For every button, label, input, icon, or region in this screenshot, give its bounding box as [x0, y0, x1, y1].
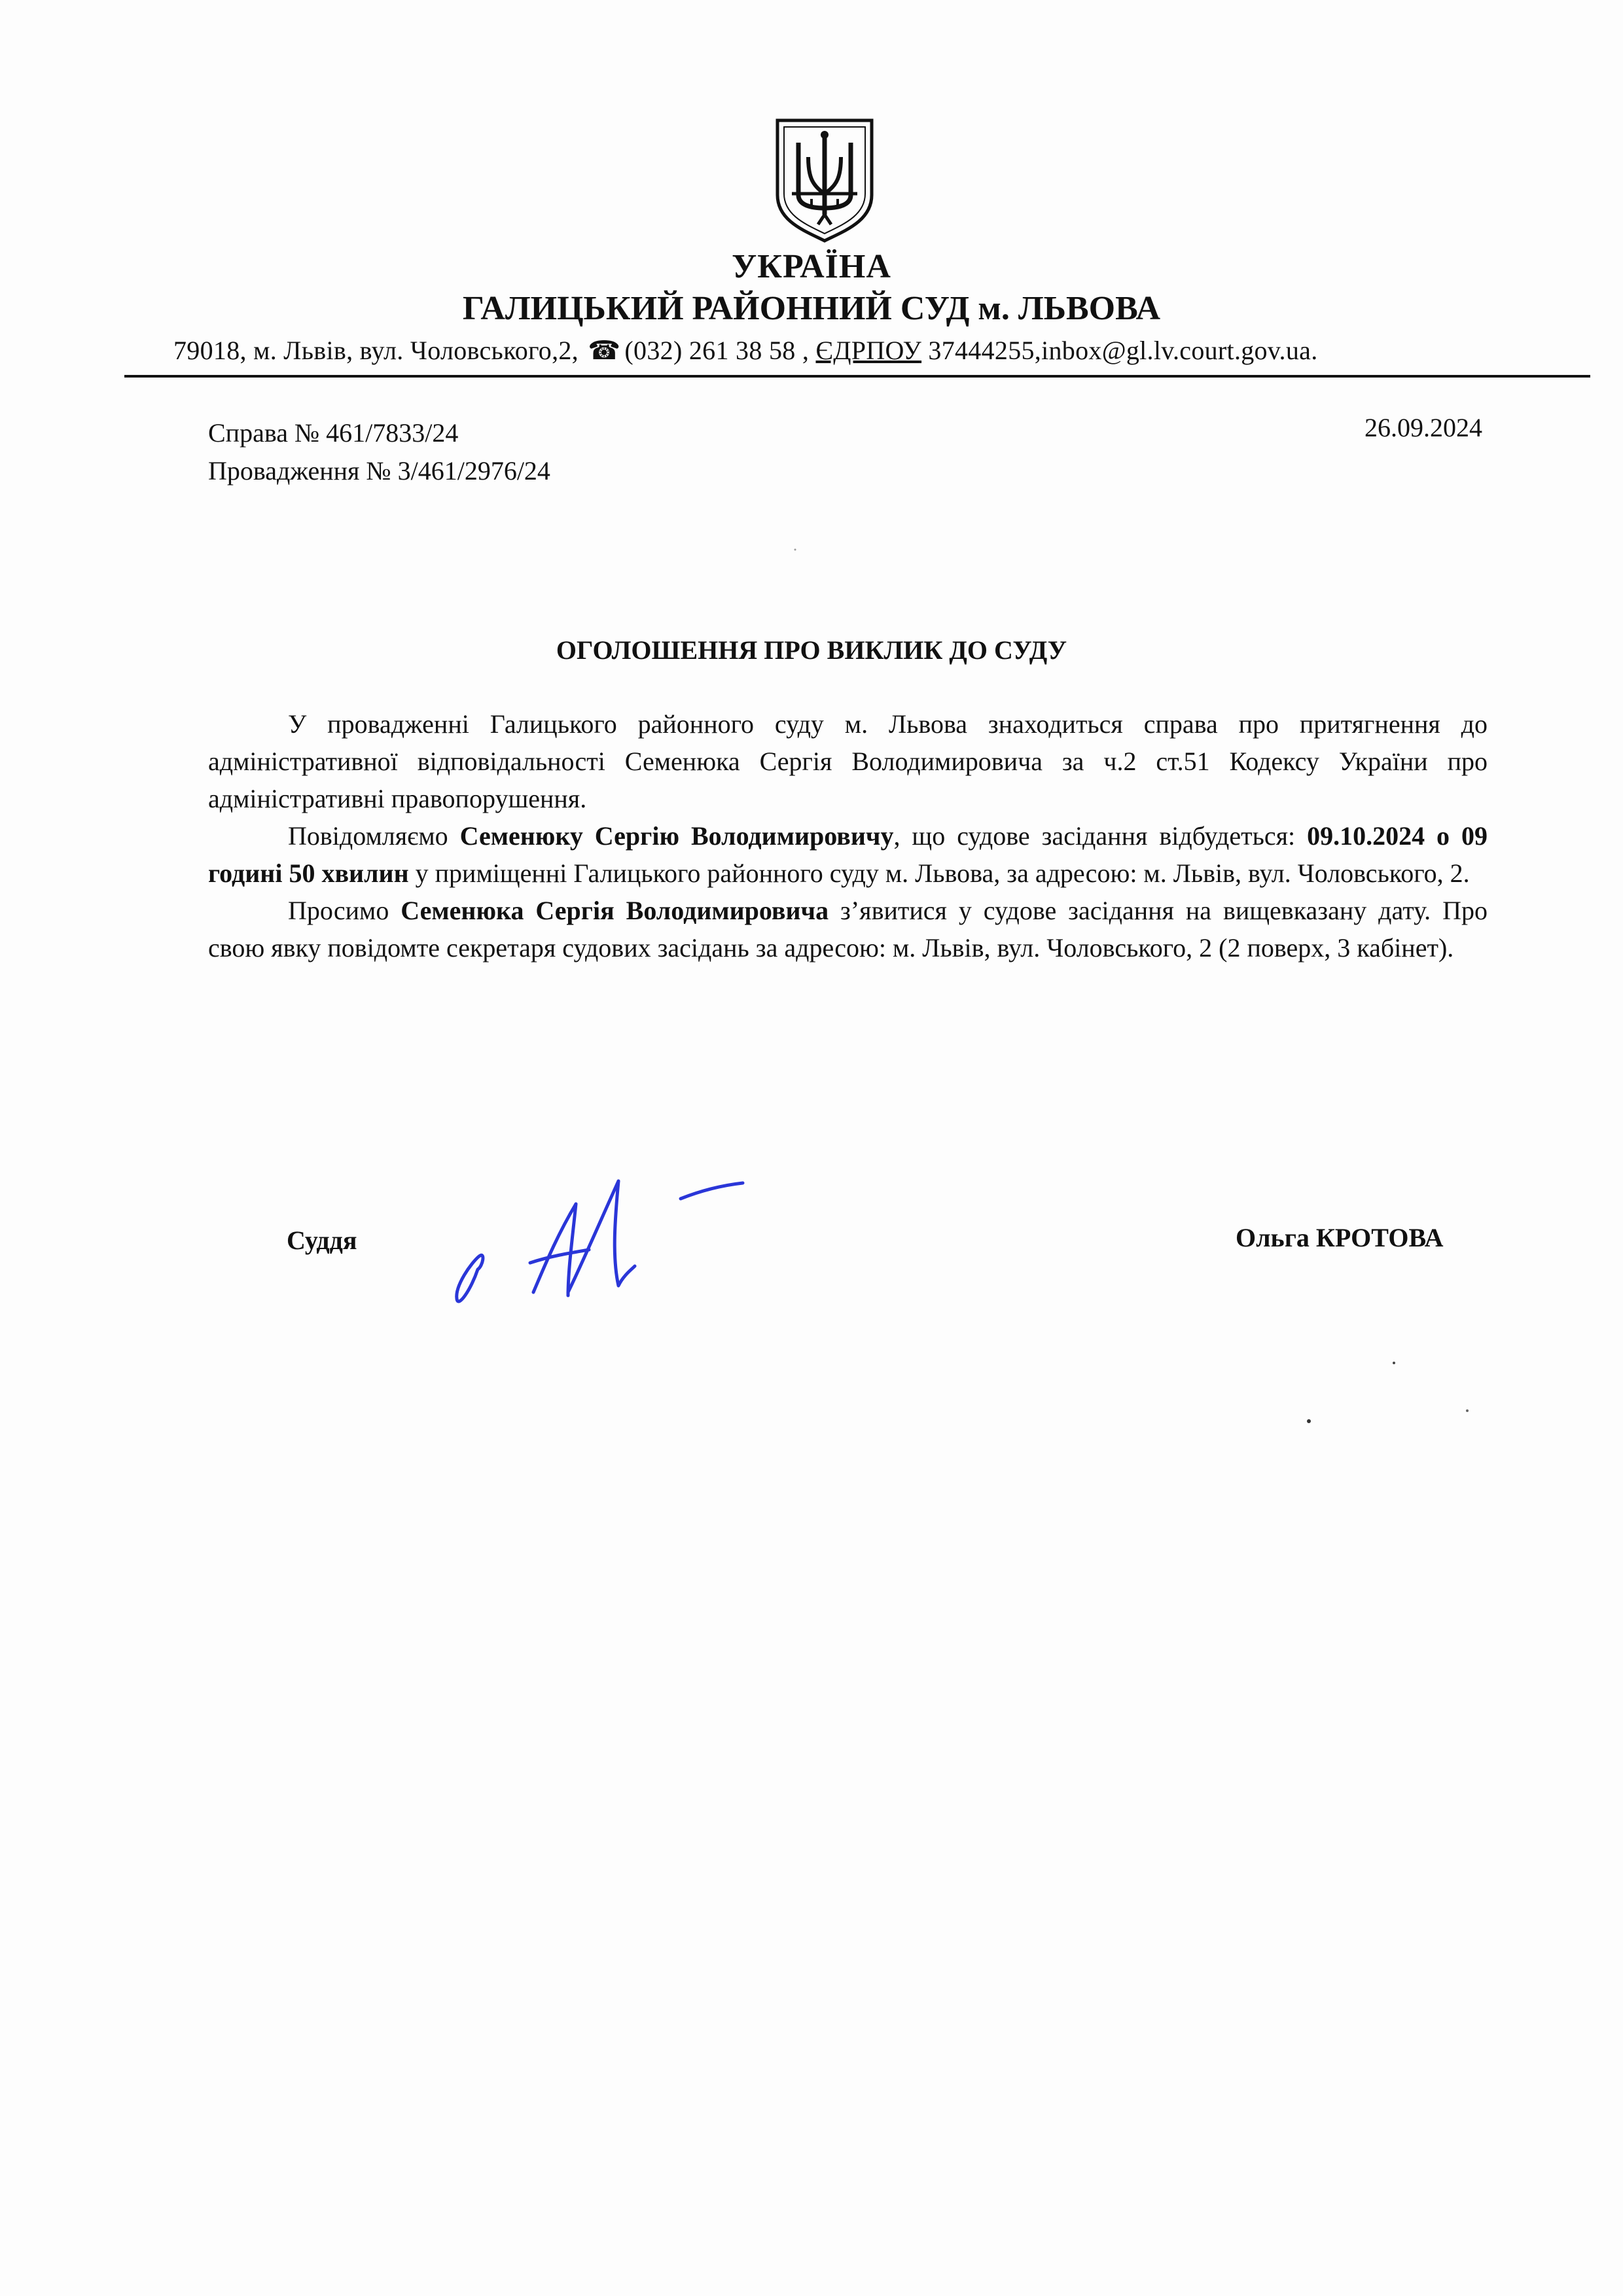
document-title: ОГОЛОШЕННЯ ПРО ВИКЛИК ДО СУДУ: [556, 635, 1067, 665]
defendant-name: Семенюку Сергію Володимировичу: [459, 821, 894, 851]
defendant-name-genitive: Семенюка Сергія Володимировича: [401, 896, 829, 925]
header-address-line: [173, 335, 1587, 366]
proceeding-number: Провадження № 3/461/2976/24: [208, 456, 550, 486]
paragraph-3: Просимо Семенюка Сергія Володимировича з’явитися у судове засідання на вищевказану дату. Про свою явку повідомте секретаря судових засідань за адресою: м. Львів, вул. Чоловського, 2 (2 поверх, 3 кабінет).: [208, 896, 1488, 963]
edrpou-label: ЄДРПОУ: [815, 336, 922, 365]
hearing-datetime: 09.10.2024 о 09 годині 50 хвилин: [208, 821, 1488, 888]
document-date: 26.09.2024: [1364, 413, 1482, 442]
document-body: [208, 705, 1488, 966]
signature-label: Суддя: [287, 1226, 357, 1255]
edrpou-and-email: 37444255,inbox@gl.lv.court.gov.ua.: [928, 336, 1318, 365]
judge-name: Ольга КРОТОВА: [1236, 1223, 1444, 1252]
header-divider: [124, 375, 1590, 378]
court-address: 79018, м. Львів, вул. Чоловського,2,: [173, 336, 579, 365]
court-phone: (032) 261 38 58 ,: [624, 336, 810, 365]
telephone-icon: ☎: [588, 336, 621, 365]
coat-of-arms-emblem: [772, 116, 877, 244]
paragraph-2: Повідомляємо Семенюку Сергію Володимировичу, що судове засідання відбудеться: 09.10.2024 о 09 годині 50 хвилин у приміщенні Галицького районного суду м. Львова, за адресою: м. Львів, вул. Чоловського, 2.: [208, 821, 1488, 888]
case-number: Справа № 461/7833/24: [208, 418, 459, 448]
header-court-name: ГАЛИЦЬКИЙ РАЙОННИЙ СУД м. ЛЬВОВА: [462, 290, 1161, 327]
paragraph-1: У провадженні Галицького районного суду м. Львова знаходиться справа про притягнення до адміністративної відповідальності Семенюка Сергія Володимировича за ч.2 ст.51 Кодексу України про адміністративні правопорушення.: [208, 709, 1488, 813]
header-country: УКРАЇНА: [732, 248, 891, 285]
handwritten-signature: [452, 1145, 785, 1315]
